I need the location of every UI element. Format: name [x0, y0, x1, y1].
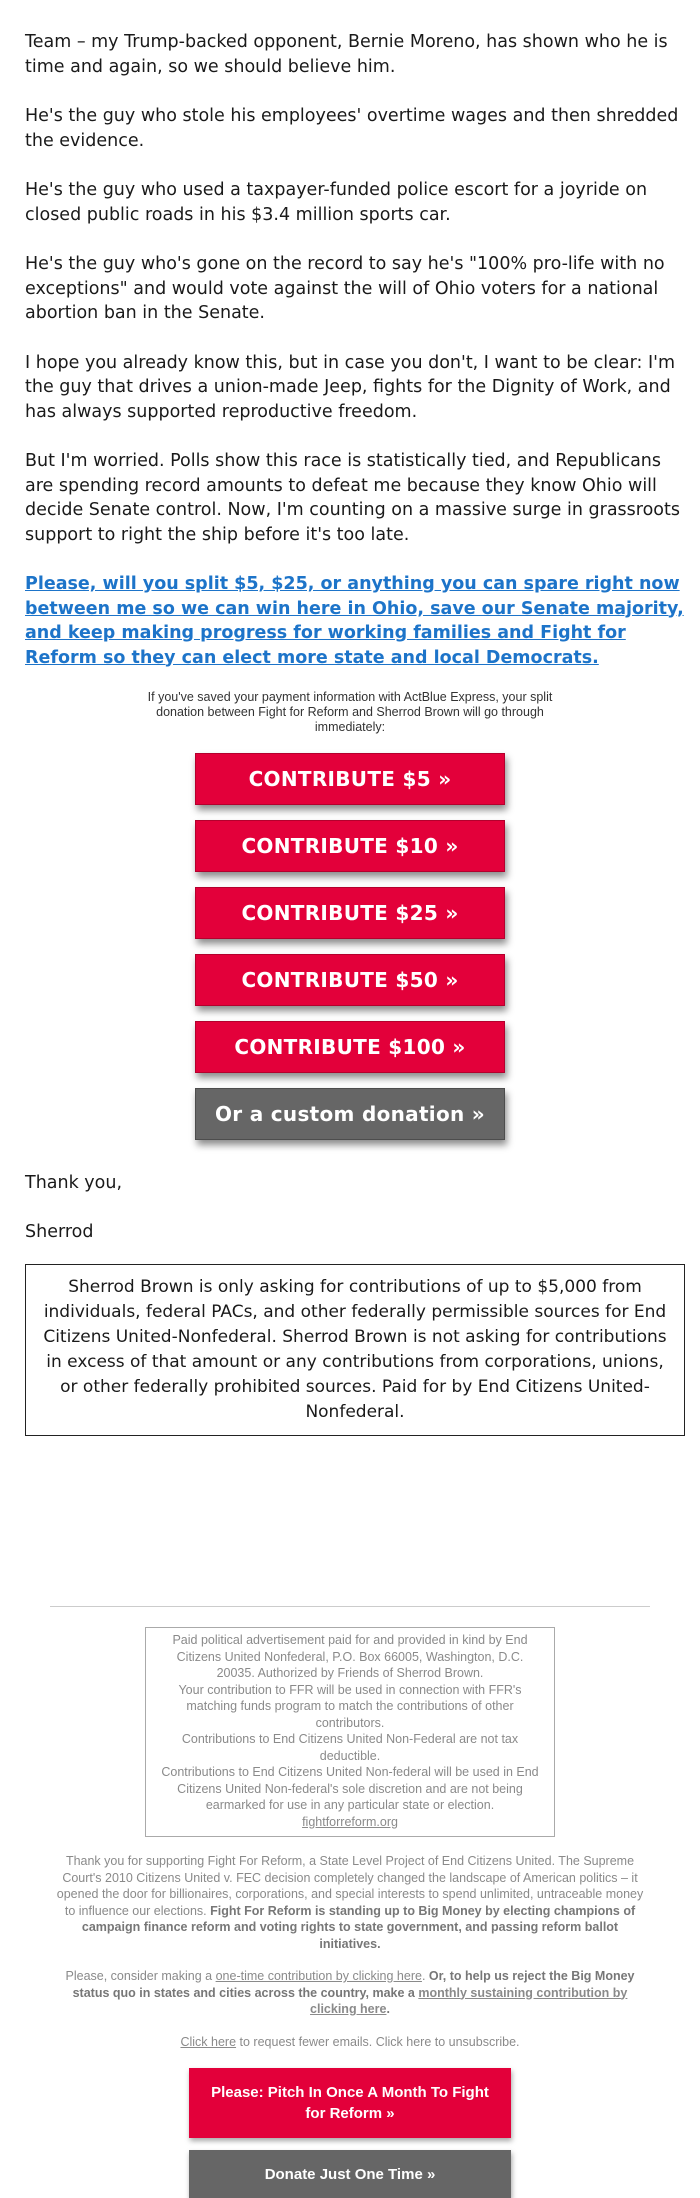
paid-for-box — [145, 1627, 555, 1837]
paragraph-abortion: He's the guy who's gone on the record to say he's "100% pro-life with no exceptions" and would vote against the will of Ohio voters for a national abortion ban in the Senate. — [25, 254, 665, 323]
footer-divider — [50, 1606, 650, 1607]
fightforreform-link[interactable]: fightforreform.org — [302, 1814, 398, 1829]
fewer-emails-link[interactable]: Click here — [180, 2034, 237, 2049]
signature: Sherrod — [25, 1222, 94, 1242]
one-time-donation-button[interactable]: Donate Just One Time » — [189, 2150, 511, 2198]
paragraph-escort: He's the guy who used a taxpayer-funded police escort for a joyride on closed public roads in his $3.4 million sports car. — [25, 180, 648, 225]
custom-donation-button[interactable]: Or a custom donation » — [195, 1088, 505, 1140]
email-preferences — [50, 2034, 650, 2051]
contribute-25-button[interactable]: CONTRIBUTE $25 » — [195, 887, 505, 939]
paragraph-intro: Team – my Trump-backed opponent, Bernie Moreno, has shown who he is time and again, so we should believe him. — [25, 32, 668, 77]
monthly-donation-button[interactable]: Please: Pitch In Once A Month To Fight for Reform » — [189, 2068, 511, 2138]
split-donation-link[interactable]: Please, will you split $5, $25, or anything you can spare right now between me so we can win here in Ohio, save our Senate majority, and keep making progress for working families and Fight for Reform so they can elect more state and local Democrats. — [25, 574, 684, 668]
contribute-10-button[interactable]: CONTRIBUTE $10 » — [195, 820, 505, 872]
one-time-contribution-link[interactable]: one-time contribution by clicking here — [215, 1969, 422, 1983]
contribute-50-button[interactable]: CONTRIBUTE $50 » — [195, 954, 505, 1006]
fewer-emails-text: to request fewer emails. Click here to unsubscribe. — [239, 2034, 520, 2049]
disclaimer-box: Sherrod Brown is only asking for contributions of up to $5,000 from individuals, federal PACs, and other federally permissible sources for End Citizens United-Nonfederal. Sherrod Brown is not asking for contributions in excess of that amount or any contributions from corporations, unions, or other federally prohibited sources. Paid for by End Citizens United-Nonfederal. — [25, 1264, 685, 1436]
support-text-body: Thank you for supporting Fight For Reform, a State Level Project of End Citizens United. The Supreme Court's 2010 Citizens United v. FEC decision completely changed the landscape of American politics – it opened the door for billionaires, corporations, and special interests to spend unlimited, untraceable money to influence our elections. — [56, 1854, 644, 1918]
paid-line-3: Contributions to End Citizens United Non-Federal are not tax deductible. — [181, 1732, 519, 1763]
paid-line-4: Contributions to End Citizens United Non-federal will be used in End Citizens United Non-federal's sole discretion and are not being earmarked for use in any particular state or election. — [161, 1765, 539, 1812]
actblue-express-note: If you've saved your payment information with ActBlue Express, your split donation between Fight for Reform and Sherrod Brown will go through immediately: — [147, 690, 553, 734]
donation-buttons — [10, 753, 690, 1155]
support-text-bold: Fight For Reform is standing up to Big Money by electing champions of campaign finance reform and voting rights to state government, and passing reform ballot initiatives. — [81, 1903, 636, 1951]
contribute-100-button[interactable]: CONTRIBUTE $100 » — [195, 1021, 505, 1073]
email-body — [10, 0, 690, 1436]
monthly-contribution-link[interactable]: monthly sustaining contribution by clicking here — [310, 1985, 628, 2016]
paragraph-worried: But I'm worried. Polls show this race is statistically tied, and Republicans are spending record amounts to defeat me because they know Ohio will decide Senate control. Now, I'm counting on a massive surge in grassroots support to right the ship before it's too late. — [25, 451, 680, 545]
contribute-5-button[interactable]: CONTRIBUTE $5 » — [195, 753, 505, 805]
consider-prefix: Please, consider making a — [65, 1969, 213, 1983]
paragraph-jeep: I hope you already know this, but in case you don't, I want to be clear: I'm the guy that drives a union-made Jeep, fights for the Dignity of Work, and has always supported reproductive freedom. — [25, 352, 675, 422]
thank-you: Thank you, — [25, 1173, 123, 1193]
consider-bold: Or, to help us reject the Big Money status quo in states and cities across the country, make a — [72, 1969, 635, 2000]
paragraph-wages: He's the guy who stole his employees' overtime wages and then shredded the evidence. — [25, 106, 679, 151]
consider-text: Please, consider making a one-time contribution by clicking here. Or, to help us reject the Big Money status quo in states and cities across the country, make a monthly sustaining contribution by clicking here. — [65, 1969, 635, 2016]
support-text — [50, 1853, 650, 1952]
paid-line-2: Your contribution to FFR will be used in connection with FFR's matching funds program to match the contributions of other contributors. — [178, 1682, 522, 1730]
paid-line-1: Paid political advertisement paid for and provided in kind by End Citizens United Nonfederal, P.O. Box 66005, Washington, D.C. 20035. Authorized by Friends of Sherrod Brown. — [172, 1633, 528, 1680]
